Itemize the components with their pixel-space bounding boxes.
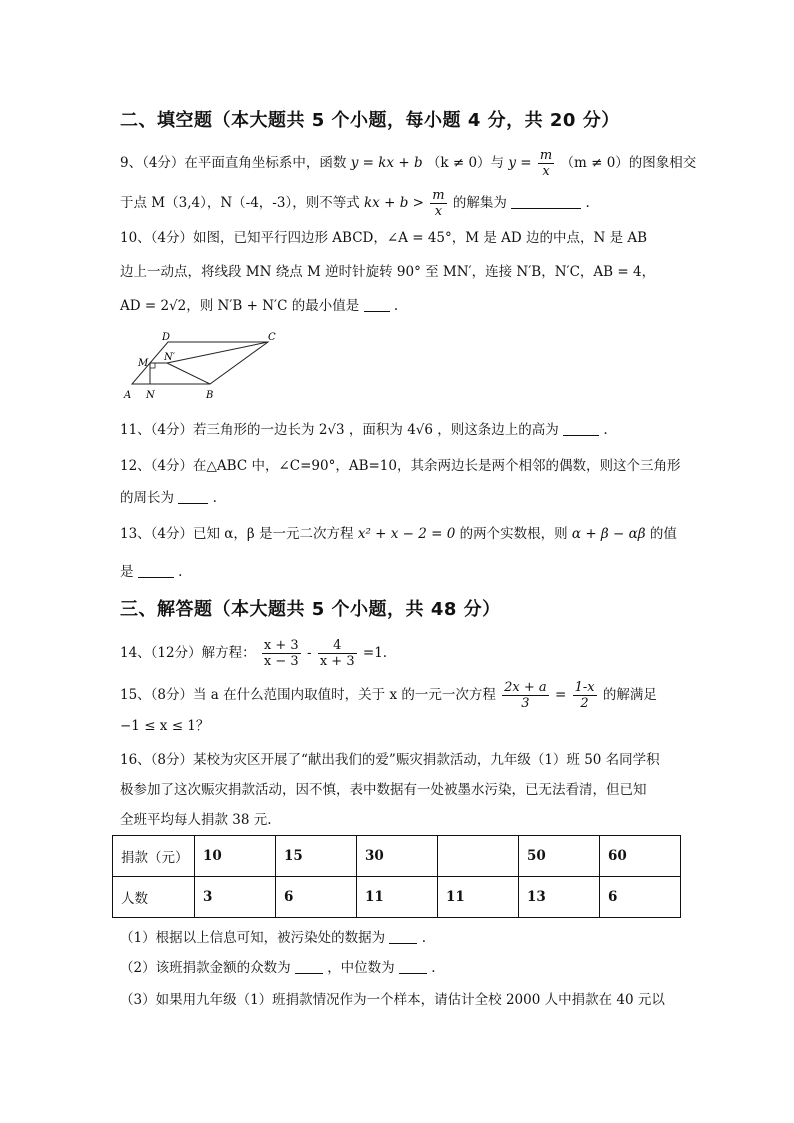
q16-sub2-end: . [431, 960, 436, 976]
q13-text-b: 的两个实数根，则 [459, 526, 568, 542]
question-16-line-2: 极参加了这次赈灾捐款活动，因不慎，表中数据有一处被墨水污染，已无法看清，但已知 [120, 782, 647, 798]
q12-line2-text: 的周长为 [120, 490, 174, 506]
q9-fraction-denominator: x [542, 164, 550, 179]
q16-sub2-text-a: （2）该班捐款金额的众数为 [120, 960, 291, 976]
q15-equals: = [554, 687, 567, 703]
q11-text-c: ，则这条边上的高为 [437, 422, 559, 438]
question-15-line-2: −1 ≤ x ≤ 1？ [120, 718, 210, 734]
q15-fraction-2-denominator: 2 [580, 696, 589, 711]
q12-end: . [212, 490, 217, 506]
table-cell: 11 [438, 877, 519, 918]
q11-text-a: 11、（4分）若三角形的一边长为 [120, 422, 315, 438]
q9-line2-text: 于点 M（3,4），N（-4，-3），则不等式 [120, 195, 360, 211]
q14-fraction-2-denominator: x + 3 [319, 654, 355, 669]
q14-fraction-1 [262, 638, 301, 669]
q10-line3-text: AD = 2√2，则 N′B + N′C 的最小值是 [120, 298, 360, 314]
question-13-line-2 [120, 562, 182, 582]
right-angle-mark [150, 363, 155, 368]
table-cell: 50 [519, 836, 600, 877]
table-cell: 6 [600, 877, 681, 918]
q15-text-a: 15、（8分）当 a 在什么范围内取值时，关于 x 的一元一次方程 [120, 687, 496, 703]
section-title-fill-in: 二、填空题（本大题共 5 个小题，每小题 4 分，共 20 分） [120, 110, 620, 131]
q15-fraction-2 [573, 680, 597, 711]
q9-condition-2: （m ≠ 0）的图象相交 [560, 155, 697, 171]
q9-inequality: kx + b > [364, 195, 424, 211]
table-cell: 6 [276, 877, 357, 918]
question-9-line-2 [120, 188, 590, 219]
label-m: M [138, 358, 149, 369]
q9-function-linear: y = kx + b [350, 155, 423, 171]
q9-fraction-m-over-x [538, 148, 554, 179]
q16-sub2-text-b: ，中位数为 [327, 960, 395, 976]
q9-ineq-denominator: x [434, 204, 443, 219]
q14-fraction-1-numerator: x + 3 [263, 638, 299, 653]
q13-answer-blank[interactable] [138, 563, 174, 578]
q11-side-length: 2√3 [318, 422, 345, 438]
q9-end: . [585, 195, 590, 211]
question-11 [120, 420, 608, 440]
q9-inequality-fraction [430, 188, 446, 219]
q9-fraction-numerator: m [539, 148, 553, 163]
question-16-sub-2 [120, 958, 436, 978]
table-row-amount [113, 836, 681, 877]
table-cell: 10 [195, 836, 276, 877]
question-9-line-1 [120, 148, 696, 179]
q13-text-c: 的值 [649, 526, 677, 542]
q13-end: . [178, 564, 183, 580]
table-cell: 30 [357, 836, 438, 877]
label-b: B [206, 390, 214, 401]
q14-minus: - [306, 645, 312, 661]
q15-text-b: 的解满足 [602, 687, 657, 703]
label-c: C [268, 332, 276, 343]
q16-sub1-blank[interactable] [389, 929, 417, 944]
q9-prefix: 9、（4分）在平面直角坐标系中，函数 [120, 155, 347, 171]
table-cell: 11 [357, 877, 438, 918]
question-12-line-2 [120, 488, 217, 508]
q11-text-b: ，面积为 [348, 422, 403, 438]
q9-ineq-numerator: m [432, 188, 445, 203]
question-10-line-1: 10、（4分）如图，已知平行四边形 ABCD，∠A = 45°，M 是 AD 边的中点，N 是 AB [120, 230, 648, 246]
q13-line2-text: 是 [120, 564, 134, 580]
question-16-sub-1 [120, 928, 426, 948]
question-13-line-1 [120, 524, 677, 544]
q13-equation: x² + x − 2 = 0 [357, 526, 456, 542]
q15-fraction-2-numerator: 1-x [574, 680, 595, 695]
table-cell-stained [438, 836, 519, 877]
q9-line2-tail: 的解集为 [452, 195, 507, 211]
segment-n-prime-b [167, 363, 210, 384]
q16-sub1-text: （1）根据以上信息可知，被污染处的数据为 [120, 930, 386, 946]
q9-answer-blank[interactable] [511, 194, 581, 209]
q14-fraction-1-denominator: x − 3 [263, 654, 299, 669]
question-15-line-1 [120, 680, 657, 711]
question-16-line-3: 全班平均每人捐款 38 元. [120, 812, 272, 828]
q13-text-a: 13、（4分）已知 α，β 是一元二次方程 [120, 526, 354, 542]
table-cell: 60 [600, 836, 681, 877]
section-title-solutions: 三、解答题（本大题共 5 个小题，共 48 分） [120, 599, 501, 620]
q15-fraction-1-numerator: 2x + a [504, 680, 547, 695]
q9-function-inverse-lhs: y = [508, 155, 532, 171]
table-cell: 13 [519, 877, 600, 918]
q11-answer-blank[interactable] [563, 421, 599, 436]
q10-answer-blank[interactable] [364, 297, 390, 312]
table-header-amount: 捐款（元） [113, 836, 195, 877]
q14-rhs: =1. [362, 645, 388, 661]
label-d: D [162, 332, 171, 343]
question-10-line-2: 边上一动点，将线段 MN 绕点 M 逆时针旋转 90° 至 MN′，连接 N′B，N′C，AB = 4， [120, 264, 656, 280]
q16-sub1-end: . [421, 930, 426, 946]
q14-fraction-2-numerator: 4 [318, 638, 357, 654]
q12-answer-blank[interactable] [178, 489, 208, 504]
q16-sub2-median-blank[interactable] [399, 959, 427, 974]
question-12-line-1: 12、（4分）在△ABC 中，∠C=90°，AB=10，其余两边长是两个相邻的偶数，则这个三角形 [120, 458, 681, 474]
question-16-sub-3: （3）如果用九年级（1）班捐款情况作为一个样本，请估计全校 2000 人中捐款在 40 元以 [120, 992, 665, 1008]
q11-end: . [603, 422, 608, 438]
label-a: A [124, 390, 132, 401]
q10-end: . [393, 298, 399, 314]
table-header-count: 人数 [113, 877, 195, 918]
parallelogram-figure [122, 330, 282, 402]
table-cell: 3 [195, 877, 276, 918]
q14-fraction-2 [318, 638, 357, 669]
q9-condition-1: （k ≠ 0）与 [426, 155, 505, 171]
q13-expression: α + β − αβ [571, 526, 646, 542]
question-16-line-1: 16、（8分）某校为灾区开展了“献出我们的爱”赈灾捐款活动，九年级（1）班 50 名同学积 [120, 752, 660, 768]
table-cell: 15 [276, 836, 357, 877]
q15-fraction-1 [502, 680, 549, 711]
question-10-line-3 [120, 296, 398, 316]
q14-prefix: 14、（12分）解方程： [120, 645, 256, 661]
q15-fraction-1-denominator: 3 [521, 696, 530, 711]
label-n-prime: N′ [164, 352, 176, 363]
q16-sub2-mode-blank[interactable] [295, 959, 323, 974]
table-row-count [113, 877, 681, 918]
question-14 [120, 638, 387, 669]
label-n: N [146, 390, 155, 401]
q11-area: 4√6 [407, 422, 433, 438]
donation-table [112, 835, 681, 918]
